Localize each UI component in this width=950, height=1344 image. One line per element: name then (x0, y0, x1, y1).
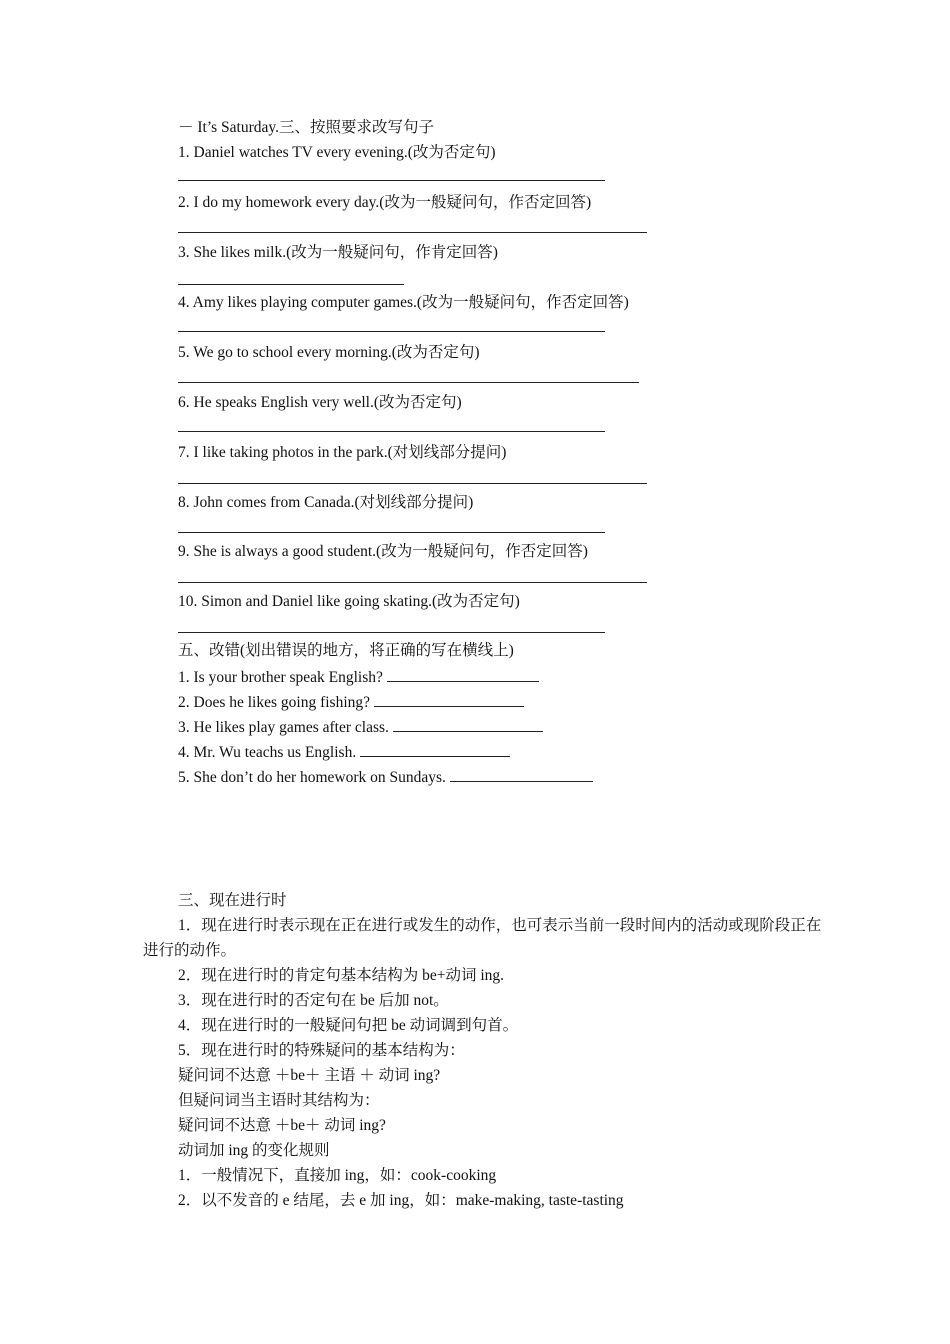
grammar-point-1: 1．现在进行时表示现在正在进行或发生的动作，也可表示当前一段时间内的活动或现阶段正在进行的动作。 (143, 917, 822, 959)
answer-line[interactable] (178, 632, 605, 633)
formula-special-question: 疑问词不达意 ＋be＋ 主语 ＋ 动词 ing? (178, 1067, 441, 1084)
exercise-item: 6. He speaks English very well.(改为否定句) (178, 394, 462, 411)
answer-line[interactable] (178, 331, 605, 332)
section-header-correction: 五、改错(划出错误的地方，将正确的写在横线上) (178, 642, 514, 659)
answer-line[interactable] (178, 284, 404, 285)
answer-line[interactable] (178, 232, 647, 233)
correction-text: 5. She don’t do her homework on Sundays. (178, 769, 446, 786)
formula-subject-question: 疑问词不达意 ＋be＋ 动词 ing? (178, 1117, 386, 1134)
correction-item (178, 667, 539, 688)
correction-item (178, 717, 543, 738)
grammar-point-5: 5．现在进行时的特殊疑问的基本结构为： (178, 1042, 465, 1059)
exercise-item: 8. John comes from Canada.(对划线部分提问) (178, 494, 474, 511)
grammar-point-2: 2．现在进行时的肯定句基本结构为 be+动词 ing. (178, 967, 505, 984)
exercise-item: 2. I do my homework every day.(改为一般疑问句，作否定回答) (178, 194, 592, 211)
correction-text: 3. He likes play games after class. (178, 719, 389, 736)
correction-item (178, 692, 524, 713)
grammar-point-4: 4．现在进行时的一般疑问句把 be 动词调到句首。 (178, 1017, 519, 1034)
correction-text: 4. Mr. Wu teachs us English. (178, 744, 357, 761)
exercise-item: 5. We go to school every morning.(改为否定句) (178, 344, 480, 361)
exercise-item: 9. She is always a good student.(改为一般疑问句，作否定回答) (178, 543, 588, 560)
answer-line[interactable] (178, 180, 605, 181)
answer-blank[interactable] (374, 692, 524, 707)
correction-item (178, 767, 593, 788)
exercise-item: 7. I like taking photos in the park.(对划线部分提问) (178, 444, 507, 461)
exercise-item: 10. Simon and Daniel like going skating.(改为否定句) (178, 593, 520, 610)
answer-line[interactable] (178, 382, 639, 383)
answer-line[interactable] (178, 532, 605, 533)
exercise-item: 3. She likes milk.(改为一般疑问句，作肯定回答) (178, 244, 498, 261)
grammar-title: 三、现在进行时 (178, 892, 287, 909)
answer-blank[interactable] (450, 767, 593, 782)
exercise-item: 4. Amy likes playing computer games.(改为一般疑问句，作否定回答) (178, 294, 629, 311)
correction-text: 2. Does he likes going fishing? (178, 694, 371, 711)
answer-line[interactable] (178, 431, 605, 432)
answer-blank[interactable] (387, 667, 539, 682)
section-header-rewrite: － It’s Saturday.三、按照要求改写句子 (178, 119, 435, 136)
answer-blank[interactable] (360, 742, 510, 757)
ing-rules-title: 动词加 ing 的变化规则 (178, 1142, 330, 1159)
answer-line[interactable] (178, 582, 647, 583)
formula-subject-intro: 但疑问词当主语时其结构为： (178, 1092, 380, 1109)
ing-rule-1: 1．一般情况下，直接加 ing，如：cook-cooking (178, 1167, 497, 1184)
answer-line[interactable] (178, 483, 647, 484)
correction-text: 1. Is your brother speak English? (178, 669, 383, 686)
grammar-point-3: 3．现在进行时的否定句在 be 后加 not。 (178, 992, 449, 1009)
correction-item (178, 742, 510, 763)
answer-blank[interactable] (393, 717, 543, 732)
exercise-item: 1. Daniel watches TV every evening.(改为否定句) (178, 144, 496, 161)
ing-rule-2: 2．以不发音的 e 结尾，去 e 加 ing，如：make-making, taste-tasting (178, 1192, 624, 1209)
